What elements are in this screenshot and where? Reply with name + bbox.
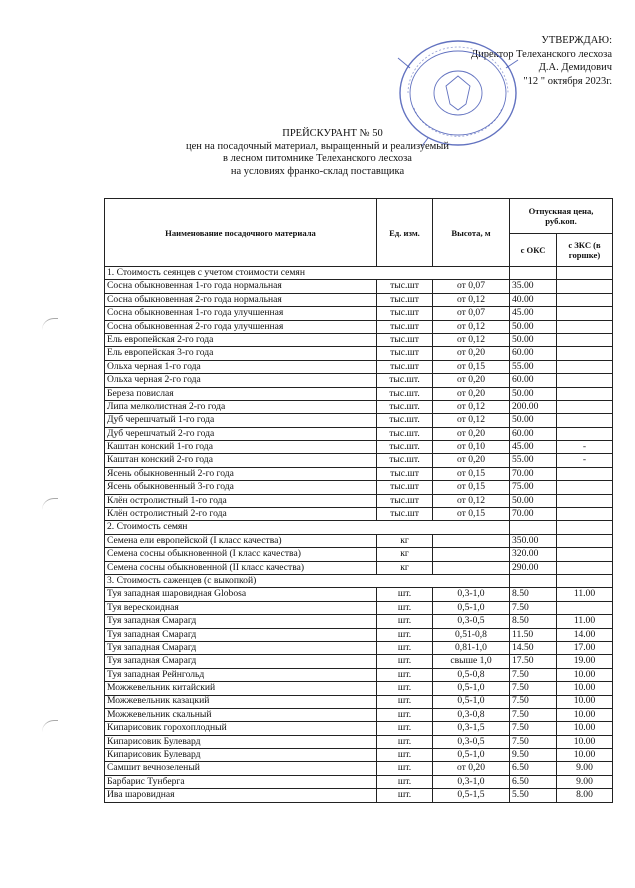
cell-zks [557, 601, 613, 614]
cell-height: 0,5-1,0 [433, 601, 510, 614]
cell-oks: 35.00 [510, 280, 557, 293]
cell-oks: 7.50 [510, 668, 557, 681]
cell-oks: 290.00 [510, 561, 557, 574]
cell-unit: шт. [377, 655, 433, 668]
cell-oks: 50.00 [510, 414, 557, 427]
cell-oks: 6.50 [510, 762, 557, 775]
cell-name: Семена сосны обыкновенной (II класс качества) [105, 561, 377, 574]
cell-zks: - [557, 441, 613, 454]
cell-oks: 45.00 [510, 441, 557, 454]
cell-zks: 9.00 [557, 762, 613, 775]
cell-oks: 200.00 [510, 400, 557, 413]
cell-name: Каштан конский 1-го года [105, 441, 377, 454]
cell-zks: - [557, 454, 613, 467]
cell-unit: шт. [377, 695, 433, 708]
cell-zks [557, 508, 613, 521]
cell-zks [557, 374, 613, 387]
cell-zks: 10.00 [557, 722, 613, 735]
table-row [105, 641, 613, 654]
table-row [105, 695, 613, 708]
cell-unit: тыс.шт [377, 347, 433, 360]
cell-name: Туя западная Рейнгольд [105, 668, 377, 681]
table-row [105, 280, 613, 293]
table-row [105, 414, 613, 427]
cell-height: 0,5-1,0 [433, 695, 510, 708]
cell-name: Можжевельник китайский [105, 682, 377, 695]
cell-unit: шт. [377, 668, 433, 681]
cell-height [433, 561, 510, 574]
approval-date: "12 " октября 2023г. [523, 75, 612, 87]
cell-unit: тыс.шт [377, 307, 433, 320]
cell-height: от 0,12 [433, 494, 510, 507]
cell-zks: 10.00 [557, 695, 613, 708]
cell-height: 0,3-1,0 [433, 588, 510, 601]
cell-name: Семена ели европейской (I класс качества) [105, 534, 377, 547]
cell-height [433, 548, 510, 561]
cell-name: Кипарисовик горохоплодный [105, 722, 377, 735]
cell-unit: тыс.шт [377, 280, 433, 293]
cell-unit: шт. [377, 762, 433, 775]
cell-unit: тыс.шт [377, 467, 433, 480]
cell-unit: шт. [377, 628, 433, 641]
section-row [105, 267, 613, 280]
section-title: 1. Стоимость сеянцев с учетом стоимости семян [105, 267, 510, 280]
cell-unit: тыс.шт [377, 320, 433, 333]
empty-cell [557, 574, 613, 587]
cell-oks: 17.50 [510, 655, 557, 668]
cell-unit: шт. [377, 789, 433, 802]
cell-oks: 7.50 [510, 722, 557, 735]
cell-zks: 17.00 [557, 641, 613, 654]
cell-zks [557, 360, 613, 373]
cell-height: от 0,20 [433, 454, 510, 467]
table-row [105, 548, 613, 561]
header-oks: с ОКС [510, 234, 557, 267]
cell-zks [557, 307, 613, 320]
table-row [105, 454, 613, 467]
cell-height: от 0,20 [433, 347, 510, 360]
cell-unit: шт. [377, 615, 433, 628]
cell-height: от 0,15 [433, 508, 510, 521]
document-heading [0, 128, 635, 178]
cell-name: Ольха черная 1-го года [105, 360, 377, 373]
cell-oks: 60.00 [510, 427, 557, 440]
cell-zks: 10.00 [557, 735, 613, 748]
cell-name: Туя верескоидная [105, 601, 377, 614]
cell-oks: 5.50 [510, 789, 557, 802]
table-row [105, 360, 613, 373]
empty-cell [557, 521, 613, 534]
cell-unit: шт. [377, 722, 433, 735]
cell-zks [557, 534, 613, 547]
cell-oks: 50.00 [510, 494, 557, 507]
approval-position: Директор Телеханского лесхоза [470, 48, 612, 60]
cell-height: от 0,20 [433, 427, 510, 440]
cell-height: 0,3-1,5 [433, 722, 510, 735]
cell-name: Туя западная Смарагд [105, 615, 377, 628]
cell-oks: 7.50 [510, 708, 557, 721]
header-price: Отпускная цена, руб.коп. [510, 199, 613, 234]
cell-oks: 8.50 [510, 588, 557, 601]
cell-name: Сосна обыкновенная 1-го года улучшенная [105, 307, 377, 320]
header-name: Наименование посадочного материала [105, 199, 377, 267]
table-row [105, 708, 613, 721]
cell-zks: 10.00 [557, 708, 613, 721]
cell-zks: 10.00 [557, 749, 613, 762]
cell-oks: 320.00 [510, 548, 557, 561]
cell-unit: шт. [377, 775, 433, 788]
cell-unit: тыс.шт [377, 481, 433, 494]
cell-name: Ель европейская 2-го года [105, 333, 377, 346]
cell-zks [557, 467, 613, 480]
cell-oks: 60.00 [510, 374, 557, 387]
cell-name: Кипарисовик Булевард [105, 735, 377, 748]
cell-zks [557, 293, 613, 306]
table-row [105, 400, 613, 413]
cell-oks: 8.50 [510, 615, 557, 628]
cell-name: Ясень обыкновенный 2-го года [105, 467, 377, 480]
empty-cell [557, 267, 613, 280]
cell-unit: тыс.шт. [377, 441, 433, 454]
table-row [105, 320, 613, 333]
table-row [105, 749, 613, 762]
cell-unit: шт. [377, 682, 433, 695]
cell-name: Кипарисовик Булевард [105, 749, 377, 762]
cell-zks: 11.00 [557, 615, 613, 628]
cell-height: 0,3-1,0 [433, 775, 510, 788]
price-table-body [105, 267, 613, 803]
table-row [105, 508, 613, 521]
table-row [105, 293, 613, 306]
table-row [105, 441, 613, 454]
table-row [105, 655, 613, 668]
cell-unit: шт. [377, 601, 433, 614]
cell-name: Дуб черешчатый 2-го года [105, 427, 377, 440]
cell-unit: тыс.шт. [377, 374, 433, 387]
cell-oks: 60.00 [510, 347, 557, 360]
cell-height: от 0,15 [433, 360, 510, 373]
cell-unit: кг [377, 561, 433, 574]
section-row [105, 574, 613, 587]
table-row [105, 481, 613, 494]
cell-zks [557, 427, 613, 440]
table-row [105, 494, 613, 507]
cell-name: Береза повислая [105, 387, 377, 400]
cell-zks [557, 494, 613, 507]
table-row [105, 374, 613, 387]
cell-height: от 0,10 [433, 441, 510, 454]
cell-unit: тыс.шт. [377, 427, 433, 440]
header-unit: Ед. изм. [377, 199, 433, 267]
cell-oks: 55.00 [510, 454, 557, 467]
cell-zks [557, 400, 613, 413]
cell-oks: 9.50 [510, 749, 557, 762]
table-row [105, 333, 613, 346]
cell-height: 0,5-1,5 [433, 789, 510, 802]
cell-zks: 14.00 [557, 628, 613, 641]
cell-name: Ива шаровидная [105, 789, 377, 802]
table-row [105, 775, 613, 788]
cell-unit: тыс.шт [377, 293, 433, 306]
section-title: 3. Стоимость саженцев (с выкопкой) [105, 574, 510, 587]
cell-oks: 45.00 [510, 307, 557, 320]
cell-zks [557, 387, 613, 400]
cell-height: от 0,20 [433, 374, 510, 387]
cell-unit: тыс.шт. [377, 414, 433, 427]
cell-name: Каштан конский 2-го года [105, 454, 377, 467]
cell-name: Туя западная Смарагд [105, 655, 377, 668]
cell-zks: 8.00 [557, 789, 613, 802]
cell-zks [557, 561, 613, 574]
cell-unit: тыс.шт [377, 508, 433, 521]
empty-cell [510, 521, 557, 534]
cell-unit: шт. [377, 749, 433, 762]
table-row [105, 668, 613, 681]
table-row [105, 347, 613, 360]
cell-height: 0,3-0,5 [433, 615, 510, 628]
approval-block [471, 34, 612, 88]
empty-cell [510, 574, 557, 587]
section-title: 2. Стоимость семян [105, 521, 510, 534]
empty-cell [510, 267, 557, 280]
table-row [105, 735, 613, 748]
header-zks: с ЗКС (в горшке) [557, 234, 613, 267]
cell-unit: тыс.шт. [377, 387, 433, 400]
heading-line-3: на условиях франко-склад поставщика [230, 165, 405, 177]
cell-height: от 0,20 [433, 762, 510, 775]
cell-name: Туя западная Смарагд [105, 641, 377, 654]
cell-height: свыше 1,0 [433, 655, 510, 668]
cell-zks [557, 481, 613, 494]
cell-height [433, 534, 510, 547]
cell-zks: 11.00 [557, 588, 613, 601]
cell-height: от 0,12 [433, 293, 510, 306]
cell-name: Ясень обыкновенный 3-го года [105, 481, 377, 494]
cell-height: от 0,15 [433, 467, 510, 480]
table-row [105, 601, 613, 614]
approval-signatory: Д.А. Демидович [538, 62, 612, 74]
cell-name: Сосна обыкновенная 2-го года улучшенная [105, 320, 377, 333]
cell-unit: тыс.шт. [377, 454, 433, 467]
cell-height: 0,3-0,8 [433, 708, 510, 721]
document-title: ПРЕЙСКУРАНТ № 50 [282, 128, 383, 139]
cell-zks: 10.00 [557, 682, 613, 695]
cell-oks: 11.50 [510, 628, 557, 641]
cell-height: от 0,07 [433, 307, 510, 320]
cell-zks [557, 347, 613, 360]
table-row [105, 467, 613, 480]
cell-zks [557, 414, 613, 427]
section-row [105, 521, 613, 534]
cell-name: Клён остролистный 1-го года [105, 494, 377, 507]
cell-name: Самшит вечнозеленый [105, 762, 377, 775]
cell-unit: тыс.шт [377, 360, 433, 373]
table-row [105, 762, 613, 775]
cell-name: Можжевельник казацкий [105, 695, 377, 708]
table-row [105, 561, 613, 574]
cell-unit: кг [377, 548, 433, 561]
cell-height: 0,5-1,0 [433, 749, 510, 762]
cell-unit: тыс.шт. [377, 400, 433, 413]
cell-zks: 19.00 [557, 655, 613, 668]
table-row [105, 682, 613, 695]
cell-zks [557, 280, 613, 293]
table-row [105, 588, 613, 601]
cell-oks: 50.00 [510, 333, 557, 346]
cell-oks: 14.50 [510, 641, 557, 654]
table-row [105, 427, 613, 440]
cell-name: Можжевельник скальный [105, 708, 377, 721]
cell-zks [557, 320, 613, 333]
table-row [105, 615, 613, 628]
heading-line-1: цен на посадочный материал, выращенный и реализуемый [186, 140, 449, 152]
cell-oks: 55.00 [510, 360, 557, 373]
cell-name: Туя западная Смарагд [105, 628, 377, 641]
table-row [105, 387, 613, 400]
approval-title: УТВЕРЖДАЮ: [541, 35, 612, 46]
cell-oks: 7.50 [510, 695, 557, 708]
price-table [104, 198, 613, 803]
cell-height: от 0,15 [433, 481, 510, 494]
cell-height: от 0,12 [433, 400, 510, 413]
cell-oks: 70.00 [510, 467, 557, 480]
table-row [105, 722, 613, 735]
cell-height: от 0,12 [433, 414, 510, 427]
cell-oks: 7.50 [510, 682, 557, 695]
cell-oks: 75.00 [510, 481, 557, 494]
cell-height: 0,5-1,0 [433, 682, 510, 695]
cell-name: Ель европейская 3-го года [105, 347, 377, 360]
cell-height: от 0,12 [433, 320, 510, 333]
cell-name: Клён остролистный 2-го года [105, 508, 377, 521]
table-row [105, 628, 613, 641]
cell-name: Липа мелколистная 2-го года [105, 400, 377, 413]
cell-unit: шт. [377, 735, 433, 748]
cell-height: 0,3-0,5 [433, 735, 510, 748]
cell-oks: 70.00 [510, 508, 557, 521]
cell-height: 0,51-0,8 [433, 628, 510, 641]
heading-line-2: в лесном питомнике Телеханского лесхоза [223, 153, 412, 164]
cell-height: от 0,12 [433, 333, 510, 346]
cell-height: от 0,20 [433, 387, 510, 400]
table-row [105, 307, 613, 320]
cell-zks: 10.00 [557, 668, 613, 681]
cell-unit: шт. [377, 588, 433, 601]
cell-unit: кг [377, 534, 433, 547]
cell-oks: 50.00 [510, 320, 557, 333]
cell-height: 0,81-1,0 [433, 641, 510, 654]
cell-name: Туя западная шаровидная Globosa [105, 588, 377, 601]
cell-oks: 50.00 [510, 387, 557, 400]
cell-zks: 9.00 [557, 775, 613, 788]
cell-name: Барбарис Тунберга [105, 775, 377, 788]
table-row [105, 534, 613, 547]
cell-name: Ольха черная 2-го года [105, 374, 377, 387]
cell-oks: 7.50 [510, 735, 557, 748]
cell-unit: шт. [377, 641, 433, 654]
cell-name: Дуб черешчатый 1-го года [105, 414, 377, 427]
cell-name: Сосна обыкновенная 1-го года нормальная [105, 280, 377, 293]
cell-height: от 0,07 [433, 280, 510, 293]
cell-oks: 40.00 [510, 293, 557, 306]
cell-name: Сосна обыкновенная 2-го года нормальная [105, 293, 377, 306]
cell-height: 0,5-0,8 [433, 668, 510, 681]
table-row [105, 789, 613, 802]
cell-zks [557, 333, 613, 346]
header-height: Высота, м [433, 199, 510, 267]
cell-unit: шт. [377, 708, 433, 721]
cell-zks [557, 548, 613, 561]
cell-oks: 6.50 [510, 775, 557, 788]
cell-unit: тыс.шт [377, 333, 433, 346]
cell-oks: 7.50 [510, 601, 557, 614]
price-table-header [105, 199, 613, 267]
cell-oks: 350.00 [510, 534, 557, 547]
cell-unit: тыс.шт [377, 494, 433, 507]
cell-name: Семена сосны обыкновенной (I класс качества) [105, 548, 377, 561]
